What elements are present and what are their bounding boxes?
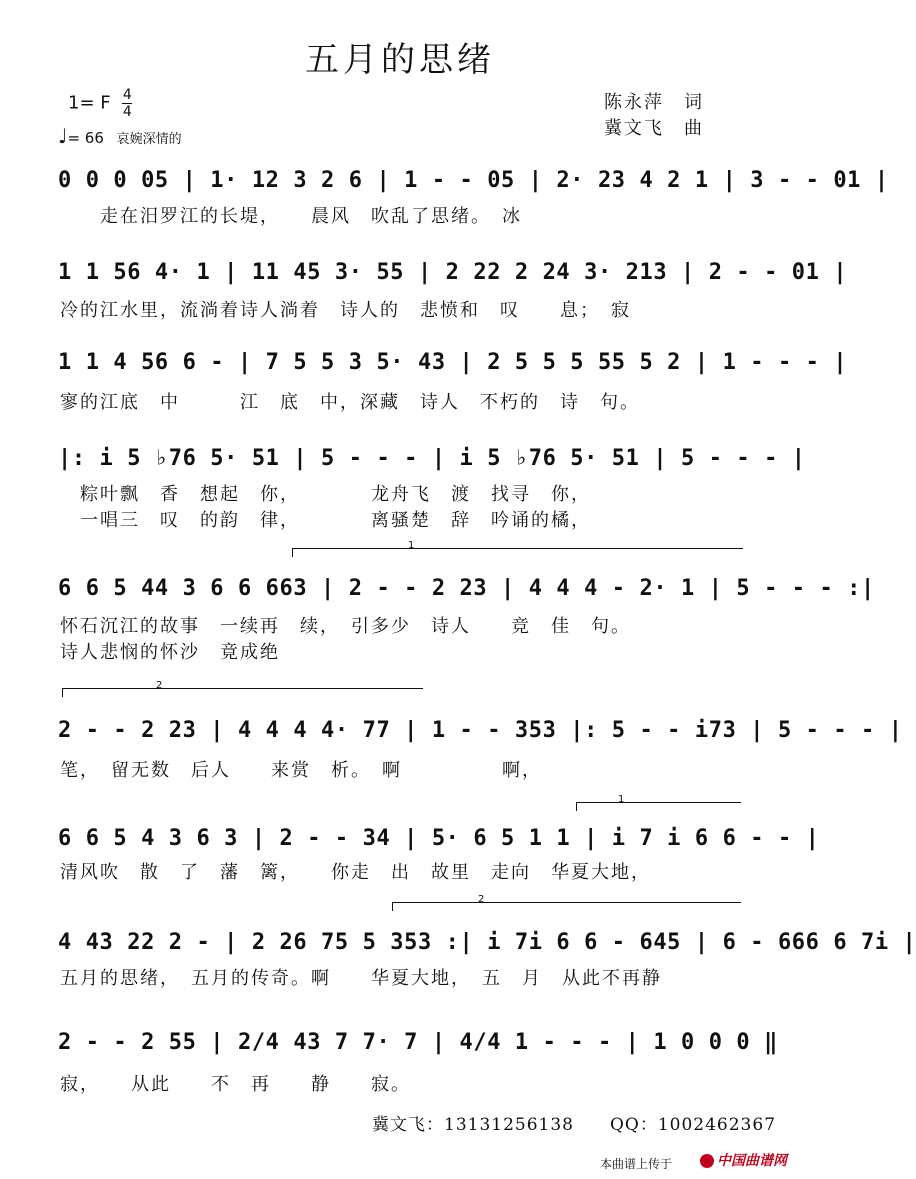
notation-line-5: 6 6 5 44 3 6 6 663 | 2 - - 2 23 | 4 4 4 - 2· 1 | 5 - - - :|: [58, 576, 875, 601]
upload-note: 本曲谱上传于: [600, 1157, 673, 1171]
key-signature: [68, 88, 132, 119]
volta-number-4: 2: [478, 894, 485, 905]
notation-line-9: 2 - - 2 55 | 2/4 43 7 7· 7 | 4/4 1 - - - | 1 0 0 0 ‖: [58, 1030, 778, 1055]
tempo-value: = 66: [67, 129, 104, 147]
page-title: 五月的思绪: [305, 40, 495, 80]
tempo-marking: [58, 124, 182, 148]
volta-bracket-1: [292, 548, 743, 557]
time-top: 4: [122, 87, 132, 103]
notation-line-6: 2 - - 2 23 | 4 4 4 4· 77 | 1 - - 353 |: 5 - - i73 | 5 - - - |: [58, 718, 903, 743]
lyric-line-8: 五月的思绪， 五月的传奇。啊 华夏大地， 五 月 从此不再静: [60, 968, 662, 989]
expression-text: 哀婉深情的: [116, 132, 182, 147]
time-bottom: 4: [122, 104, 132, 120]
lyric-line-3: 寥的江底 中 江 底 中，深藏 诗人 不朽的 诗 句。: [60, 392, 640, 413]
lyricist-credit: 陈永萍 词: [604, 92, 704, 113]
notation-line-2: 1 1 56 4· 1 | 11 45 3· 55 | 2 22 2 24 3· 213 | 2 - - 01 |: [58, 260, 848, 285]
key-label: 1= F: [68, 92, 111, 114]
time-signature: [122, 88, 132, 119]
volta-number-1: 1: [408, 540, 415, 551]
lyric-line-5a: 怀石沉江的故事 一续再 续， 引多少 诗人 竞 佳 句。: [60, 616, 631, 637]
notation-line-8: 4 43 22 2 - | 2 26 75 5 353 :| i 7i 6 6 - 645 | 6 - 666 6 7i |: [58, 930, 916, 955]
volta-bracket-3: [576, 802, 741, 811]
volta-number-2: 2: [156, 680, 163, 691]
lyric-line-5b: 诗人悲悯的怀沙 竟成绝: [60, 642, 280, 663]
notation-line-7: 6 6 5 4 3 6 3 | 2 - - 34 | 5· 6 5 1 1 | i 7 i 6 6 - - |: [58, 826, 820, 851]
lyric-line-7: 清风吹 散 了 藩 篱， 你走 出 故里 走向 华夏大地，: [60, 862, 651, 883]
lyric-line-4b: 一唱三 叹 的韵 律， 离骚楚 辞 吟诵的橘，: [60, 510, 591, 531]
lyric-line-2: 冷的江水里，流淌着诗人淌着 诗人的 悲愤和 叹 息； 寂: [60, 300, 631, 321]
site-logo[interactable]: [700, 1150, 787, 1170]
lyric-line-6: 笔， 留无数 后人 来赏 析。 啊 啊，: [60, 760, 542, 781]
volta-bracket-4: [392, 902, 741, 911]
site-logo-text: 中国曲谱网: [717, 1153, 787, 1169]
notation-line-1: 0 0 0 05 | 1· 12 3 2 6 | 1 - - 05 | 2· 23 4 2 1 | 3 - - 01 |: [58, 168, 889, 193]
notation-line-3: 1 1 4 56 6 - | 7 5 5 3 5· 43 | 2 5 5 5 55 5 2 | 1 - - - |: [58, 350, 848, 375]
volta-number-3: 1: [618, 794, 625, 805]
site-logo-icon: [700, 1154, 714, 1168]
lyric-line-9: 寂， 从此 不 再 静 寂。: [60, 1074, 411, 1095]
lyric-line-1: 走在汨罗江的长堤， 晨风 吹乱了思绪。 冰: [60, 206, 522, 227]
quarter-note-icon: ♩: [58, 124, 68, 148]
contact-footer: 冀文飞：13131256138 QQ：1002462367: [372, 1115, 777, 1135]
notation-line-4: |: i 5 ♭76 5· 51 | 5 - - - | i 5 ♭76 5· 51 | 5 - - - |: [58, 446, 806, 471]
composer-credit: 冀文飞 曲: [604, 118, 704, 139]
lyric-line-4a: 粽叶飘 香 想起 你， 龙舟飞 渡 找寻 你，: [60, 484, 591, 505]
volta-bracket-2: [62, 688, 423, 697]
